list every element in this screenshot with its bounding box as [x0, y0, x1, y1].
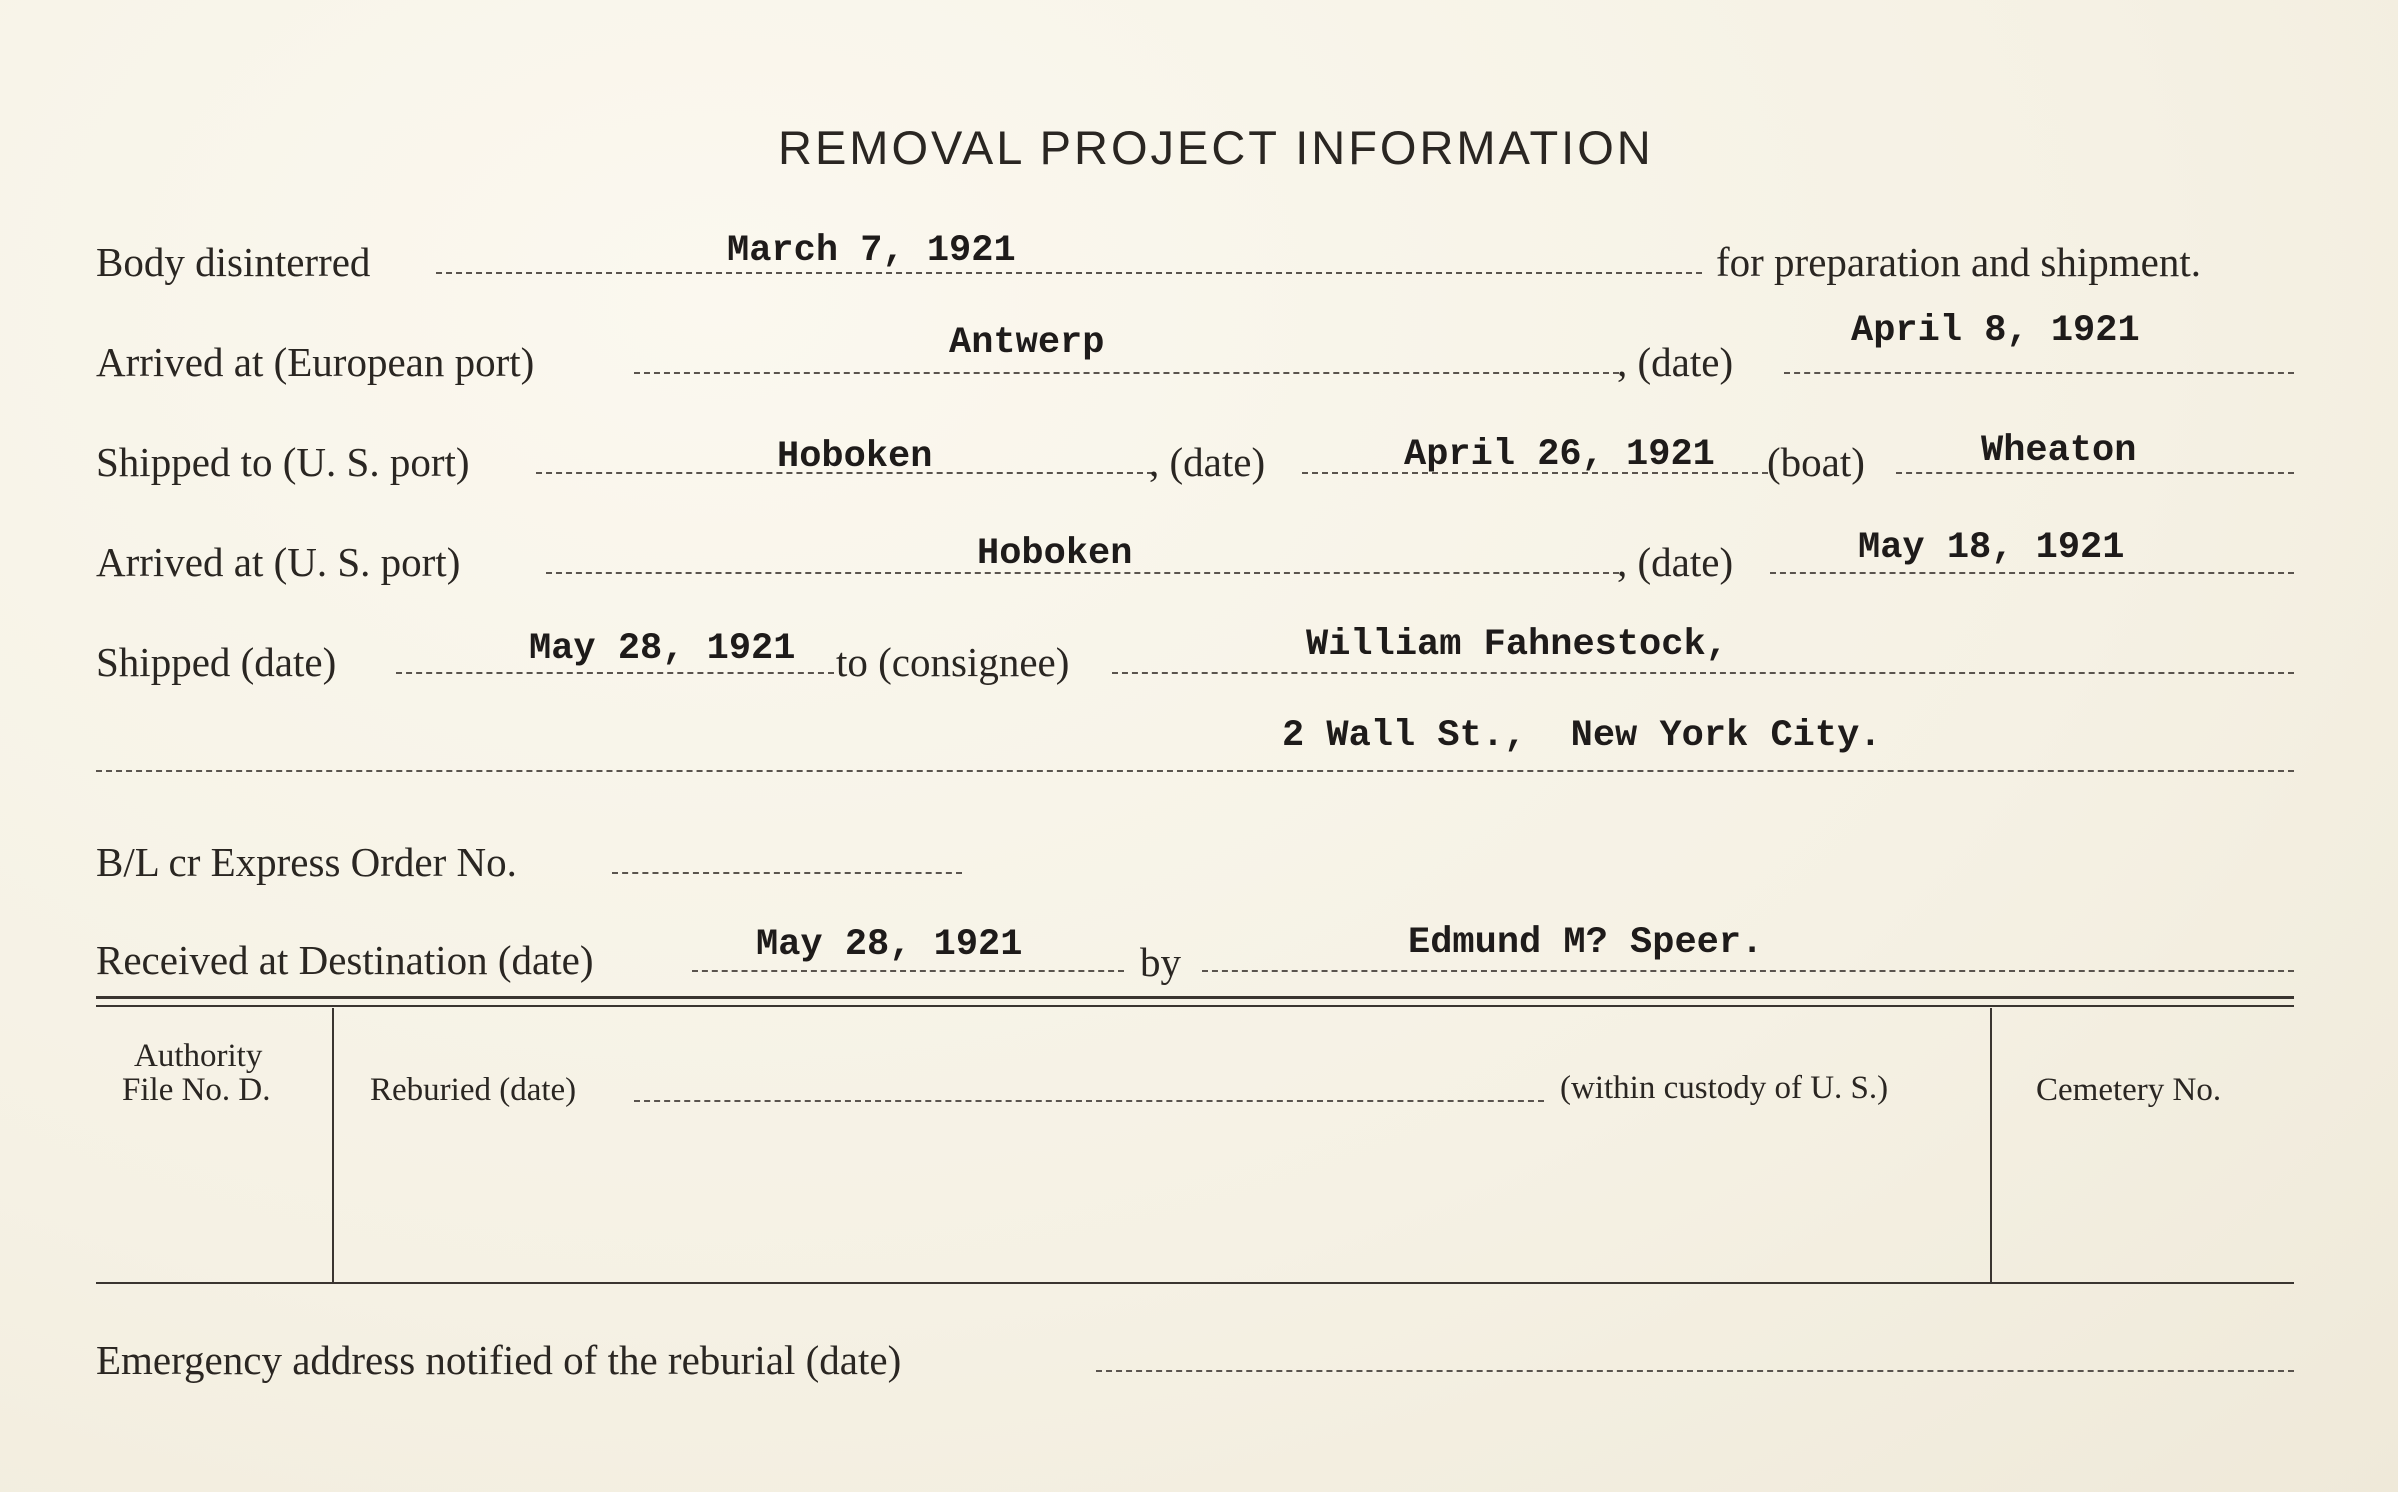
emergency-date-line — [1096, 1370, 2294, 1372]
boat-label: (boat) — [1767, 439, 1865, 485]
body-disinterred-suffix: for preparation and shipment. — [1716, 239, 2202, 285]
shipped-to-us-port-label: Shipped to (U. S. port) — [96, 439, 470, 485]
authority-label: Authority — [134, 1038, 263, 1074]
shipped-date-line — [396, 672, 834, 674]
received-by-line — [1202, 970, 2294, 972]
arrived-european-port-label: Arrived at (European port) — [96, 339, 535, 385]
arrived-us-port-value: Hoboken — [977, 533, 1133, 575]
shipped-us-date-label: , (date) — [1149, 439, 1266, 485]
custody-label: (within custody of U. S.) — [1560, 1070, 1889, 1106]
lower-section-rule — [96, 1282, 2294, 1284]
double-rule-top — [96, 996, 2294, 999]
double-rule-bottom — [96, 1005, 2294, 1007]
received-by-name: Edmund M? Speer. — [1408, 922, 1764, 964]
body-disinterred-line — [436, 272, 1702, 274]
bl-express-order-label: B/L cr Express Order No. — [96, 839, 517, 885]
european-port-line — [634, 372, 1619, 374]
arrived-us-date-line — [1770, 572, 2294, 574]
bl-express-order-line — [612, 872, 962, 874]
arrived-us-port-label: Arrived at (U. S. port) — [96, 539, 461, 585]
arrived-europe-date: April 8, 1921 — [1851, 310, 2140, 352]
reburied-label: Reburied (date) — [370, 1072, 577, 1108]
consignee-label: to (consignee) — [836, 639, 1070, 685]
consignee-address: 2 Wall St., New York City. — [1282, 715, 1882, 757]
arrived-europe-date-label: , (date) — [1617, 339, 1734, 385]
european-port-value: Antwerp — [949, 322, 1105, 364]
shipped-us-port-value: Hoboken — [777, 436, 933, 478]
received-date-line — [692, 970, 1124, 972]
shipped-date-label: Shipped (date) — [96, 639, 337, 685]
consignee-name: William Fahnestock, — [1306, 624, 1728, 666]
right-divider — [1990, 1008, 1992, 1282]
address-line — [96, 770, 2294, 772]
reburied-line — [634, 1100, 1544, 1102]
body-disinterred-label: Body disinterred — [96, 239, 371, 285]
arrived-europe-date-line — [1784, 372, 2294, 374]
page-title: REMOVAL PROJECT INFORMATION — [778, 121, 1654, 174]
cemetery-no-label: Cemetery No. — [2036, 1072, 2222, 1108]
consignee-line — [1112, 672, 2294, 674]
emergency-address-label: Emergency address notified of the reburial (date) — [96, 1337, 902, 1383]
arrived-us-date-label: , (date) — [1617, 539, 1734, 585]
left-divider — [332, 1008, 334, 1282]
shipped-date: May 28, 1921 — [529, 628, 796, 670]
boat-value: Wheaton — [1981, 430, 2137, 472]
arrived-us-date: May 18, 1921 — [1858, 527, 2125, 569]
received-date: May 28, 1921 — [756, 924, 1023, 966]
file-no-label: File No. D. — [122, 1072, 271, 1108]
received-destination-label: Received at Destination (date) — [96, 937, 594, 983]
received-by-label: by — [1140, 939, 1181, 985]
boat-line — [1896, 472, 2294, 474]
shipped-us-date: April 26, 1921 — [1404, 434, 1715, 476]
body-disinterred-date: March 7, 1921 — [727, 230, 1016, 272]
